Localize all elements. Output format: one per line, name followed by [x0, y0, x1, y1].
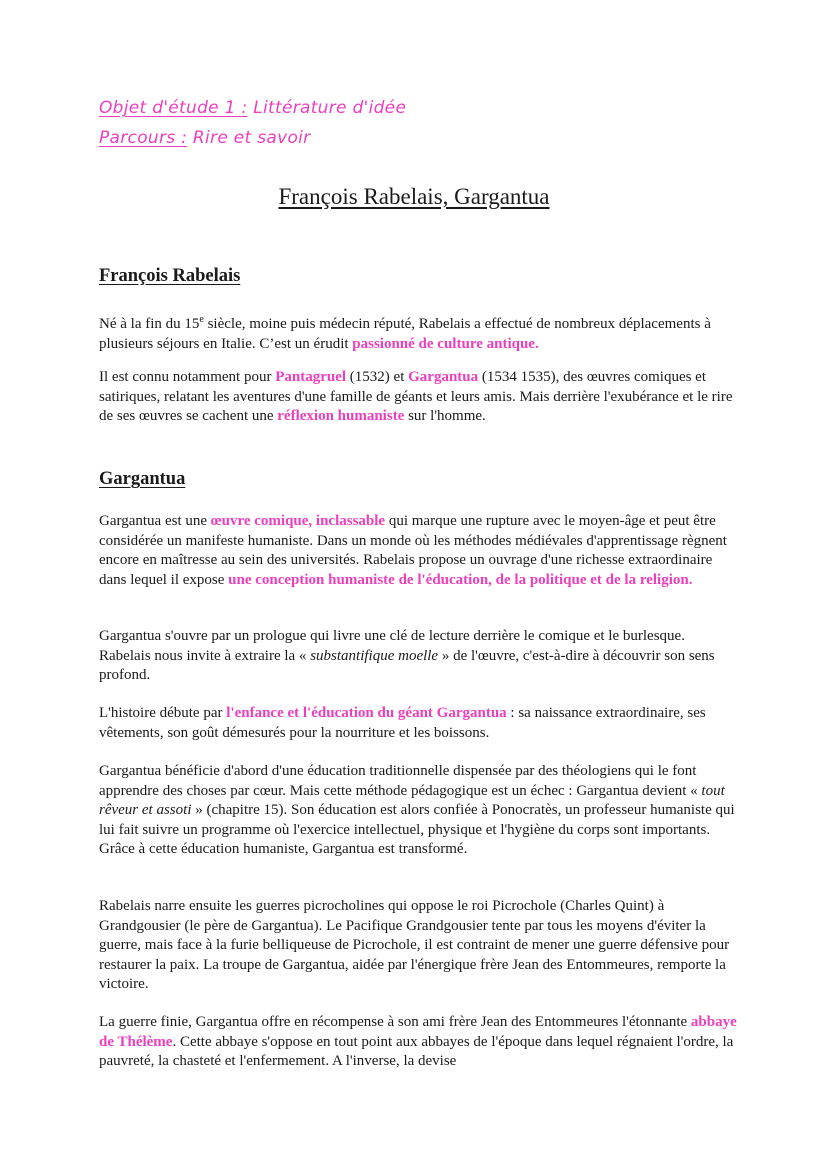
course-line	[99, 128, 310, 148]
page-title: François Rabelais, Gargantua	[278, 184, 550, 209]
paragraph-theleme: La guerre finie, Gargantua offre en récompense à son ami frère Jean des Entommeures l'étonnante abbaye de Thélème. Cette abbaye s'oppose en tout point aux abbayes de l'époque dans lequel régnaient l'ordre, la pauvreté, la chasteté et l'enfermement. A l'inverse, la devise	[99, 1014, 737, 1069]
paragraph-enfance: L'histoire débute par l'enfance et l'éducation du géant Gargantua : sa naissance extraordinaire, ses vêtements, son goût démesurés pour la nourriture et les boissons.	[99, 705, 706, 741]
highlight-oeuvre-comique: œuvre comique, inclassable	[210, 513, 386, 529]
course-value: Rire et savoir	[192, 128, 311, 148]
study-object-line	[99, 98, 406, 118]
paragraph-gargantua-intro: Gargantua est une œuvre comique, inclassable qui marque une rupture avec le moyen-âge et peut être considérée un manifeste humaniste. Dans un monde où les méthodes médiévales d'apprentissage règnent encore en maîtresse au sein des universités. Rabelais propose un ouvrage d'une richesse extraordinaire dans lequel il expose une conception humaniste de l'éducation, de la politique et de la religion.	[99, 513, 727, 588]
highlight-reflexion-humaniste: réflexion humaniste	[277, 408, 405, 424]
highlight-conception-humaniste: une conception humaniste de l'éducation, de la politique et de la religion.	[228, 571, 693, 588]
paragraph-rabelais-works: Il est connu notamment pour Pantagruel (1532) et Gargantua (1534 1535), des œuvres comiques et satiriques, relatant les aventures d'une famille de géants et leurs amis. Mais derrière l'exubérance et le rire de ses œuvres se cachent une réflexion humaniste sur l'homme.	[99, 369, 733, 424]
highlight-culture-antique: passionné de culture antique.	[352, 335, 539, 352]
section-heading-rabelais: François Rabelais	[99, 266, 241, 286]
highlight-abbaye-theleme: abbaye de Thélème	[99, 1014, 737, 1050]
study-object-value: Littérature d'idée	[253, 98, 407, 118]
course-label: Parcours :	[99, 128, 188, 148]
paragraph-rabelais-bio: Né à la fin du 15e siècle, moine puis médecin réputé, Rabelais a effectué de nombreux déplacements à plusieurs séjours en Italie. C’est un érudit passionné de culture antique.	[99, 314, 711, 352]
highlight-gargantua: Gargantua	[408, 369, 479, 385]
paragraph-prologue: Gargantua s'ouvre par un prologue qui livre une clé de lecture derrière le comique et le burlesque. Rabelais nous invite à extraire la « substantifique moelle » de l'œuvre, c'est-à-dire à découvrir son sens profond.	[99, 628, 715, 683]
paragraph-guerres: Rabelais narre ensuite les guerres picrocholines qui oppose le roi Picrochole (Charles Quint) à Grandgousier (le père de Gargantua). Le Pacifique Grandgousier tente par tous les moyens d'éviter la guerre, mais face à la furie belliqueuse de Picrochole, il est contraint de mener une guerre défensive pour restaurer la paix. La troupe de Gargantua, aidée par l'énergique frère Jean des Entommeures, remporte la victoire.	[99, 898, 730, 992]
paragraph-education: Gargantua bénéficie d'abord d'une éducation traditionnelle dispensée par des théologiens qui le font apprendre des choses par cœur. Mais cette méthode pédagogique est un échec : Gargantua devient « tout rêveur et assoti » (chapitre 15). Son éducation est alors confiée à Ponocratès, un professeur humaniste qui lui fait suivre un programme où l'exercice intellectuel, physique et l'hygiène du corps sont importants. Grâce à cette éducation humaniste, Gargantua est transformé.	[99, 763, 735, 857]
study-object-label: Objet d'étude 1 :	[99, 98, 248, 118]
highlight-enfance-education: l'enfance et l'éducation du géant Gargantua	[226, 705, 507, 721]
section-heading-gargantua: Gargantua	[99, 469, 186, 489]
highlight-pantagruel: Pantagruel	[275, 369, 347, 385]
